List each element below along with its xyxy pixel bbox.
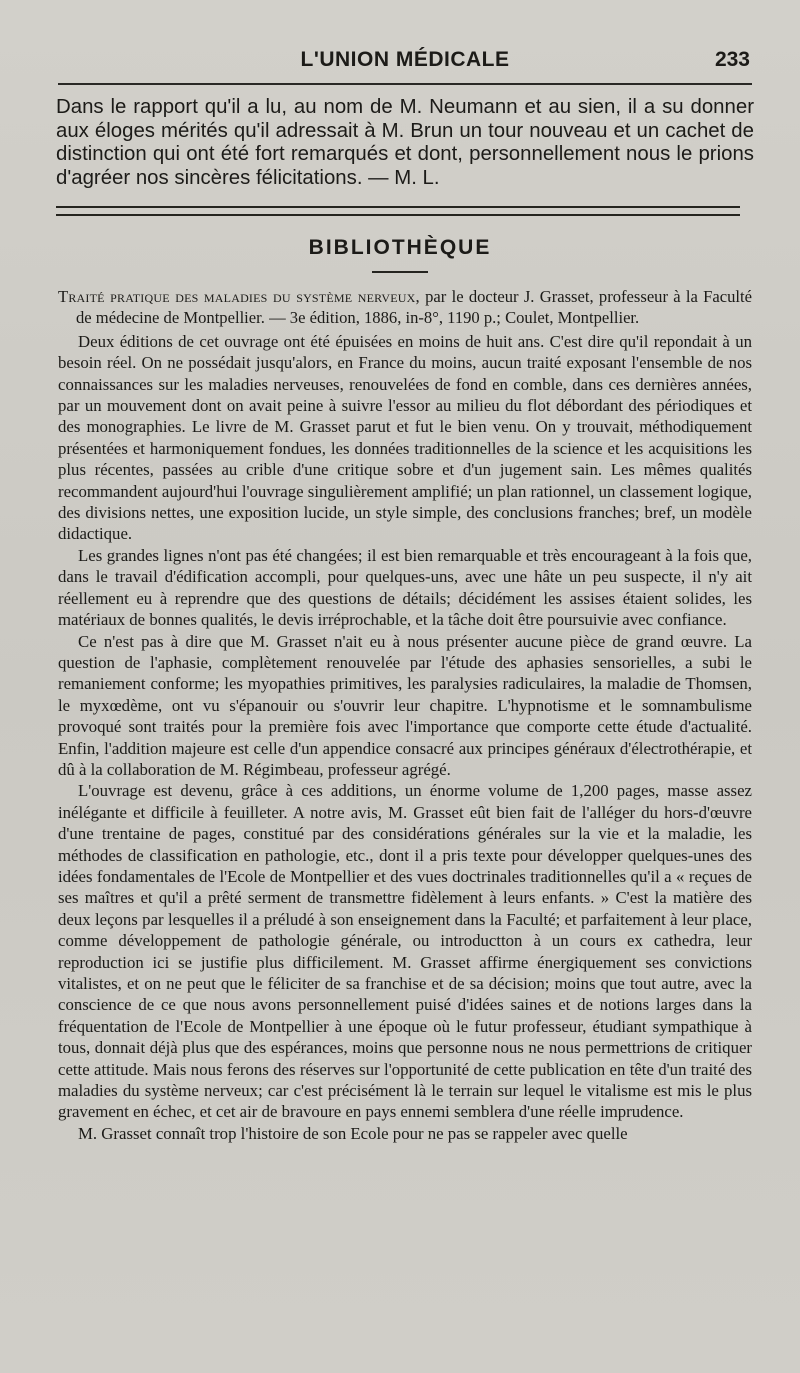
title-underline <box>372 271 428 273</box>
running-header <box>60 48 750 78</box>
bibliographic-entry <box>58 286 752 329</box>
intro-paragraph: Dans le rapport qu'il a lu, au nom de M. Neumann et au sien, il a su donner aux éloges mérités qu'il adressait à M. Brun un tour nouveau et un cachet de distinction qui ont été fort remarqués et dont, personnellement nous le prions d'agréer nos sincères félicitations. — M. L. <box>56 96 754 189</box>
paragraph: Ce n'est pas à dire que M. Grasset n'ait eu à nous présenter aucune pièce de grand œuvre. La question de l'aphasie, complètement renouvelée par l'étude des aphasies sensorielles, a subi le remaniement conforme; les myopathies primitives, les paralysies radiculaires, la maladie de Thomsen, le myxœdème, ont vu s'épanouir ou s'ouvrir leur chapitre. L'hypnotisme et le somnambulisme provoqué sont traités pour la première fois avec l'importance que comporte cette étude d'actualité. Enfin, l'addition majeure est celle d'un appendice consacré aux principes généraux d'électrothérapie, et dû à la collaboration de M. Régimbeau, professeur agrégé. <box>58 631 752 779</box>
header-rule <box>58 83 752 85</box>
book-title: Traité pratique des maladies du système nerveux, <box>58 287 420 306</box>
paragraph: L'ouvrage est devenu, grâce à ces additions, un énorme volume de 1,200 pages, masse assez inélégante et difficile à feuilleter. A notre avis, M. Grasset eût bien fait de l'alléger du hors-d'œuvre d'une trentaine de pages, constitué par des considérations générales sur la vie et la maladie, les méthodes de classification en pathologie, etc., dont il a pris texte pour développer quelques-unes des idées fondamentales de l'Ecole de Montpellier et des vues doctrinales traditionnelles qu'il a « reçues de ses maîtres et qu'il a prêté serment de transmettre fidèlement à leurs enfants. » C'est la matière des deux leçons par lesquelles il a préludé à son enseignement dans la Faculté; et parfaitement à leur place, comme développement de pathologie générale, ou introductton à un cours ex cathedra, leur reproduction ici se justifie plus difficilement. M. Grasset affirme énergiquement ses convictions vitalistes, et on ne peut que le féliciter de sa franchise et de sa décision; moins que tout autre, avec la conscience de ce que nous avons personnellement puisé d'idées saines et de notions larges dans la fréquentation de l'Ecole de Montpellier à une époque où le futur professeur, étudiant sympathique à tous, donnait déjà plus que des espérances, moins que personne nous ne nous permettrions de critiquer cette attitude. Mais nous ferons des réserves sur l'opportunité de cette publication en tête d'un traité des maladies du système nerveux; car c'est précisément là le terrain sur lequel le vitalisme est mis le plus gravement en échec, et cet air de bravoure en pays ennemi semblera d'une réelle imprudence. <box>58 781 752 1122</box>
section-divider <box>56 206 740 216</box>
paragraph: Deux éditions de cet ouvrage ont été épuisées en moins de huit ans. C'est dire qu'il repondait à un besoin réel. On ne possédait jusqu'alors, en France du moins, aucun traité exposant l'ensemble de nos connaissances sur les maladies nerveuses, renouvelées de fond en comble, dans ces dernières années, par un mouvement dont on avait peine à suivre l'essor au milieu du flot débordant des périodiques et des monographies. Le livre de M. Grasset parut et fut le bien venu. On y trouvait, méthodiquement présentées et harmoniquement fondues, les données traditionnelles de la science et les acquisitions les plus récentes, passées au crible d'une critique sobre et d'un jugement sain. Les mêmes qualités recommandent aujourd'hui l'ouvrage singulièrement amplifié; un plan rationnel, un classement logique, des divisions nettes, une exposition lucide, un style simple, des conclusions franches; bref, un modèle didactique. <box>58 331 752 544</box>
paragraph: Les grandes lignes n'ont pas été changées; il est bien remarquable et très encourageant à la fois que, dans le travail d'édification accompli, pour quelques-uns, avec une hâte un peu suspecte, il n'y ait réellement eu à reprendre que des questions de détails; décidément les assises étaient solides, les matériaux de bonnes qualités, le devis irréprochable, et la tâche doit être poursuivie avec confiance. <box>58 545 752 630</box>
page-number: 233 <box>714 48 750 71</box>
section-title: BIBLIOTHÈQUE <box>308 236 492 259</box>
book-details: par le docteur J. Grasset, professeur à la Faculté de médecine de Montpellier. — 3e édition, 1886, in-8°, 1190 p.; Coulet, Montpellier. <box>76 287 752 328</box>
paragraph: M. Grasset connaît trop l'histoire de son Ecole pour ne pas se rappeler avec quelle <box>78 1123 628 1143</box>
article-body <box>58 286 752 1144</box>
journal-title: L'UNION MÉDICALE <box>300 48 510 71</box>
